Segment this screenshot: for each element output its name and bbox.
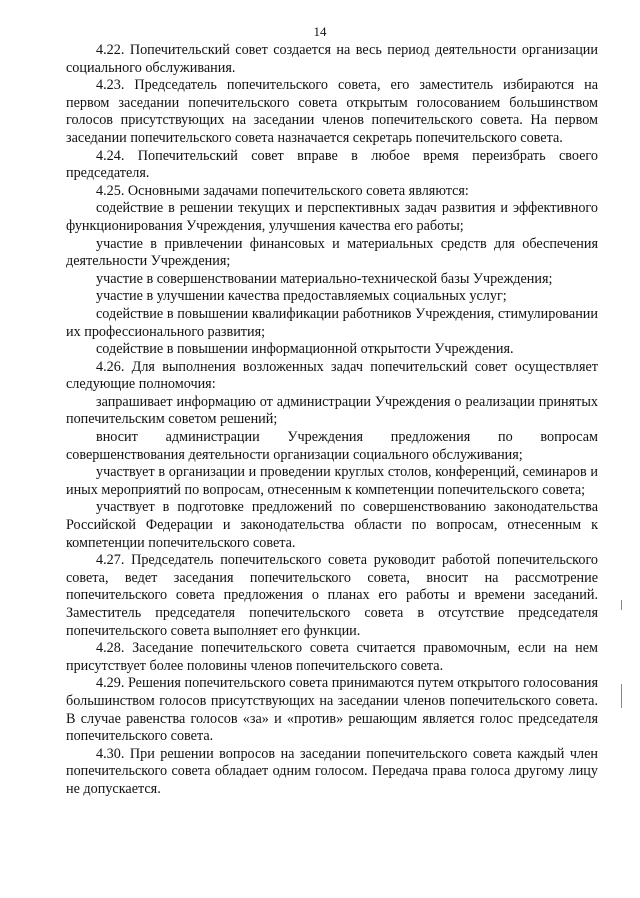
- scan-artifact: [621, 600, 622, 610]
- paragraph-4-27: 4.27. Председатель попечительского совета руководит работой попечительского совета, ведет заседания попечительского совета, вносит на рассмотрение попечительского совета предложения о планах его работы и времени заседаний. Заместитель председателя попечительского совета в отсутствие председателя попечительского совета выполняет его функции.: [66, 552, 598, 639]
- task-item: участие в привлечении финансовых и материальных средств для обеспечения деятельности Учреждения;: [66, 235, 598, 270]
- task-item: содействие в решении текущих и перспективных задач развития и эффективного функционирования Учреждения, улучшения качества его работы;: [66, 200, 598, 234]
- paragraph-4-30: 4.30. При решении вопросов на заседании попечительского совета каждый член попечительского совета обладает одним голосом. Передача права голоса другому лицу не допускается.: [66, 745, 598, 797]
- paragraph-4-23: 4.23. Председатель попечительского совета, его заместитель избираются на первом заседании попечительского совета открытым голосованием большинством голосов присутствующих на заседании членов попечительского совета. На первом заседании попечительского совета назначается секретарь попечительского совета.: [66, 77, 598, 146]
- document-body: [66, 42, 598, 799]
- paragraph-4-28: 4.28. Заседание попечительского совета считается правомочным, если на нем присутствует более половины членов попечительского совета.: [66, 640, 598, 674]
- task-item: содействие в повышении информационной открытости Учреждения.: [96, 341, 514, 358]
- page-number: 14: [313, 24, 327, 39]
- power-item: участвует в подготовке предложений по совершенствованию законодательства Российской Федерации и законодательства области по вопросам, отнесенным к компетенции попечительского совета.: [66, 499, 598, 551]
- power-item: запрашивает информацию от администрации Учреждения о реализации принятых попечительским советом решений;: [66, 393, 598, 428]
- paragraph-4-29: 4.29. Решения попечительского совета принимаются путем открытого голосования большинством голосов присутствующих на заседании членов попечительского совета. В случае равенства голосов «за» и «против» решающим является голос председателя попечительского совета.: [66, 675, 598, 745]
- paragraph-4-22: 4.22. Попечительский совет создается на весь период деятельности организации социального обслуживания.: [66, 42, 598, 76]
- paragraph-4-25: 4.25. Основными задачами попечительского совета являются:: [96, 182, 469, 199]
- paragraph-4-24: 4.24. Попечительский совет вправе в любое время переизбрать своего председателя.: [66, 147, 598, 182]
- task-item: содействие в повышении квалификации работников Учреждения, стимулировании их профессионального развития;: [66, 305, 598, 340]
- scan-artifact: [621, 684, 622, 708]
- task-item: участие в улучшении качества предоставляемых социальных услуг;: [96, 288, 507, 305]
- power-item: участвует в организации и проведении круглых столов, конференций, семинаров и иных мероприятий по вопросам, отнесенным к компетенции попечительского совета;: [66, 464, 598, 498]
- paragraph-4-26: 4.26. Для выполнения возложенных задач попечительский совет осуществляет следующие полномочия:: [66, 358, 598, 393]
- task-item: участие в совершенствовании материально-технической базы Учреждения;: [96, 270, 553, 287]
- power-item: вносит администрации Учреждения предложения по вопросам совершенствования деятельности организации социального обслуживания;: [66, 429, 598, 463]
